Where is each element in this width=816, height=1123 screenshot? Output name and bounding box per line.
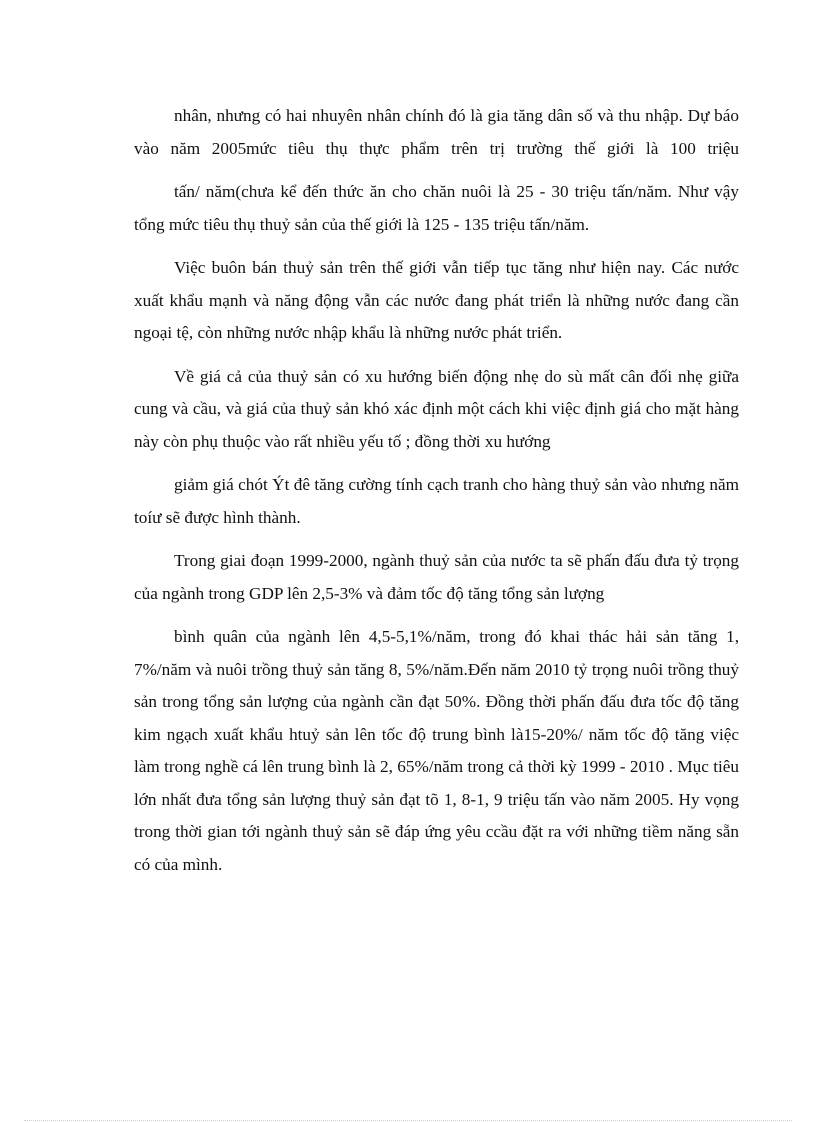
- paragraph-5: giảm giá chót Ýt đê tăng cường tính cạch tranh cho hàng thuỷ sản vào nhưng năm toíư sẽ được hình thành.: [134, 475, 739, 527]
- page-bottom-divider: [24, 1120, 792, 1121]
- paragraph-1: nhân, nhưng có hai nhuyên nhân chính đó là gia tăng dân số và thu nhập. Dự báo vào năm 2005mức tiêu thụ thực phẩm trên trị trường thế giới là 100 triệu: [134, 106, 739, 158]
- paragraph-3: Việc buôn bán thuỷ sản trên thế giới vẫn tiếp tục tăng như hiện nay. Các nước xuất khẩu mạnh và năng động vẫn các nước đang phát triển là những nước đang cần ngoại tệ, còn những nước nhập khẩu là những nước phát triển.: [134, 258, 739, 342]
- body-text: [134, 100, 739, 881]
- paragraph-6: Trong giai đoạn 1999-2000, ngành thuỷ sản của nước ta sẽ phấn đấu đưa tỷ trọng của ngành trong GDP lên 2,5-3% và đảm tốc độ tăng tổng sản lượng: [134, 551, 739, 603]
- paragraph-7: bình quân của ngành lên 4,5-5,1%/năm, trong đó khai thác hải sản tăng 1, 7%/năm và nuôi trồng thuỷ sản tăng 8, 5%/năm.Đến năm 2010 tỷ trọng nuôi trồng thuỷ sản trong tổng sản lượng của ngành cần đạt 50%. Đồng thời phấn đấu đưa tốc độ tăng kim ngạch xuất khẩu htuỷ sản lên tốc độ trung bình là15-20%/ năm tốc độ tăng việc làm trong nghề cá lên trung bình là 2, 65%/năm trong cả thời kỳ 1999 - 2010 . Mục tiêu lớn nhất đưa tổng sản lượng thuỷ sản đạt tõ 1, 8-1, 9 triệu tấn vào năm 2005. Hy vọng trong thời gian tới ngành thuỷ sản sẽ đáp ứng yêu ccầu đặt ra với những tiềm năng sẵn có của mình.: [134, 627, 739, 874]
- paragraph-4: Về giá cả của thuỷ sản có xu hướng biến động nhẹ do sù mất cân đối nhẹ giữa cung và cầu, và giá của thuỷ sản khó xác định một cách khi việc định giá cho mặt hàng này còn phụ thuộc vào rất nhiều yếu tố ; đồng thời xu hướng: [134, 366, 739, 451]
- paragraph-2: tấn/ năm(chưa kể đến thức ăn cho chăn nuôi là 25 - 30 triệu tấn/năm. Như vậy tổng mức tiêu thụ thuỷ sản của thế giới là 125 - 135 triệu tấn/năm.: [134, 182, 739, 234]
